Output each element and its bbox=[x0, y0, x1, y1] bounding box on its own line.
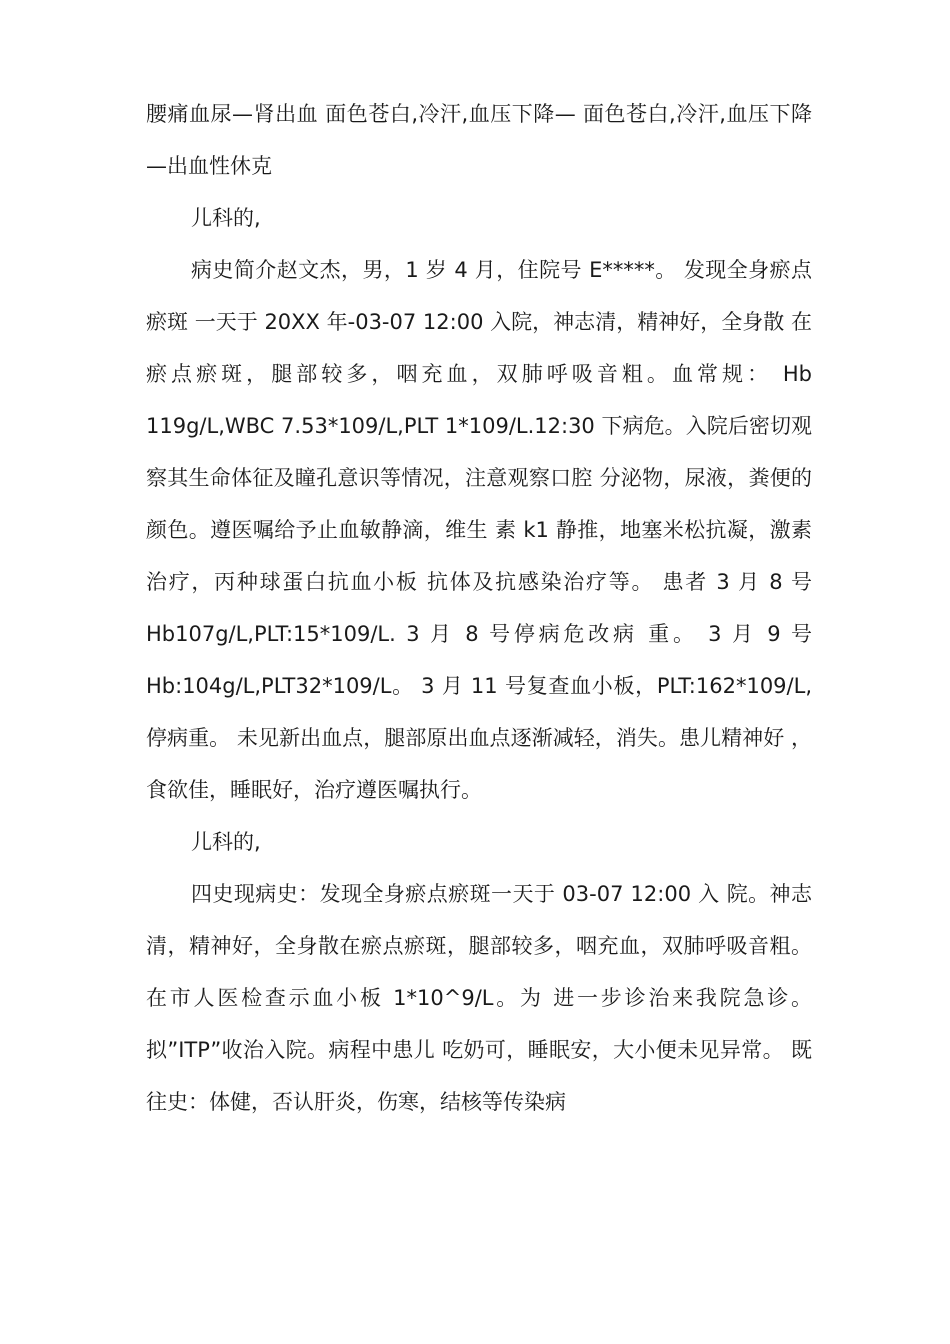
document-page bbox=[146, 88, 812, 1128]
paragraph-present-illness: 四史现病史：发现全身瘀点瘀斑一天于 03-07 12:00 入 院。神志清，精神好，全身散在瘀点瘀斑，腿部较多，咽充血，双肺呼吸音粗。在市人医检查示血小板 1*10^9/L。为 进一步诊治来我院急诊。拟”ITP”收治入院。病程中患儿 吃奶可，睡眠安，大小便未见异常。 既往史：体健，否认肝炎，伤寒，结核等传染病 bbox=[146, 882, 812, 1114]
paragraph-case-history: 病史简介赵文杰，男，1 岁 4 月，住院号 E*****。 发现全身瘀点瘀斑 一天于 20XX 年-03-07 12:00 入院，神志清，精神好，全身散 在瘀点瘀斑，腿部较多，咽充血，双肺呼吸音粗。血常规： Hb 119g/L,WBC 7.53*109/L,PLT 1*109/L.12:30 下病危。入院后密切观察其生命体征及瞳孔意识等情况，注意观察口腔 分泌物，尿液，粪便的颜色。遵医嘱给予止血敏静滴，维生 素 k1 静推，地塞米松抗凝，激素治疗，丙种球蛋白抗血小板 抗体及抗感染治疗等。 患者 3 月 8 号 Hb107g/L,PLT:15*109/L. 3 月 8 号停病危改病 重。 3 月 9 号 Hb:104g/L,PLT32*109/L。 3 月 11 号复查血小板，PLT:162*109/L,停病重。 未见新出血点，腿部原出血点逐渐减轻，消失。患儿精神好 ，食欲佳，睡眠好，治疗遵医嘱执行。 bbox=[146, 258, 812, 802]
paragraph-bleeding-signs: 腰痛血尿—肾出血 面色苍白,冷汗,血压下降— 面色苍白,冷汗,血压下降—出血性休克 bbox=[146, 102, 812, 178]
paragraph-department-label-2: 儿科的, bbox=[191, 830, 261, 854]
paragraph-department-label: 儿科的, bbox=[191, 206, 261, 230]
